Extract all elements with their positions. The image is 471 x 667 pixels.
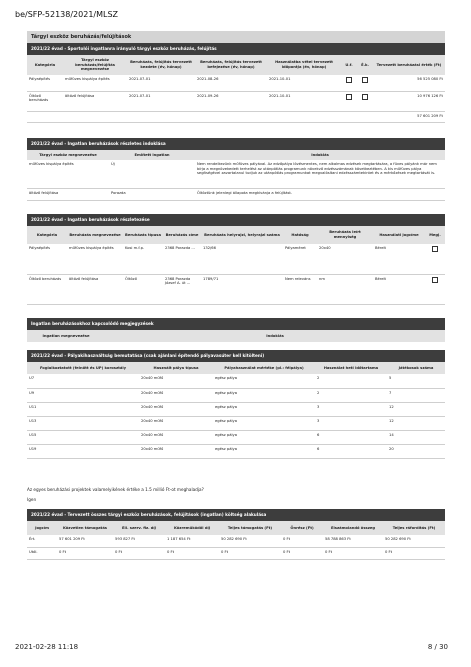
table-row	[27, 188, 445, 200]
table-cell: U13	[27, 416, 139, 430]
footer-date: 2021-02-28 11:18	[15, 643, 79, 651]
table-row	[27, 244, 445, 274]
table-cell: nm	[317, 274, 373, 304]
uf-cell	[341, 91, 357, 111]
note-checkbox[interactable]	[432, 277, 438, 283]
col-header: Kategória	[27, 55, 63, 75]
page-number: 8 / 30	[427, 643, 448, 651]
uf-cell	[341, 75, 357, 91]
table-header-row	[27, 330, 445, 342]
table-cell: 3	[315, 416, 387, 430]
table-cell: 57 601 209 Ft	[57, 535, 113, 547]
table-cell: 20x40	[317, 244, 373, 274]
table-cell: Porazda	[109, 188, 195, 200]
table-cell: Nem releváns	[283, 274, 317, 304]
table-cell: 58 788 863 Ft	[323, 535, 383, 547]
table-cell: 0 Ft	[323, 547, 383, 559]
table-cell: 50 282 690 Ft	[219, 535, 281, 547]
section-subtitle: 2021/22 évad - Tervezett összes tárgyi eszköz beruházások, felújítások (ingatlan) költség alakulása	[27, 509, 445, 521]
table-cell: 6	[315, 430, 387, 444]
table-cell: 20x40 műfű	[139, 416, 213, 430]
table-row	[27, 430, 445, 444]
table-cell: Öltöztünk jelenlegi állapota megkívánja a felújítást.	[195, 188, 445, 200]
col-header: Beruházás helyrajzi, helyrajzi száma	[201, 226, 283, 244]
col-header: Beruházás megnevezése	[67, 226, 123, 244]
table-row	[27, 374, 445, 388]
investments-table	[27, 55, 445, 123]
table-cell: 2021-07-01	[127, 75, 195, 91]
table-cell: 0 Ft	[281, 535, 323, 547]
table-cell: 2021-07-01	[127, 91, 195, 111]
section-subtitle: Ingatlan beruházásokhoz kapcsolódó megjegyzések	[27, 318, 445, 330]
col-header: Tárgyi eszköz megnevezése	[27, 150, 109, 160]
col-header: Ingatlan megnevezése	[27, 330, 105, 342]
table-cell: Nem rendelkezünk műfüves pályával. Az edzőpálya lövésmentes, nem alkalmas edzések megtartására, a füves pályánk már nem bírja a megnövekedett terhelést az utánpótlás programunk növekvő edzésszámának következtében. A kis műfüves pálya segítségével zavartalanul tudjuk az utánpótlás programunkat megvalósítani edzésszámtekintet és a mérkőzések megtartását is.	[195, 160, 445, 188]
table-cell: 3	[315, 402, 387, 416]
table-cell: U15	[27, 430, 139, 444]
table-cell: Új	[109, 160, 195, 188]
table-cell: 2021-10-01	[267, 91, 341, 111]
table-cell: Bérelt	[373, 274, 425, 304]
table-cell: 0 Ft	[165, 547, 219, 559]
table-cell: 12	[387, 416, 445, 430]
section-pitch-usage	[27, 350, 445, 459]
table-cell: U9	[27, 388, 139, 402]
table-cell: öltöző felújítása	[67, 274, 123, 304]
table-cell: 2	[315, 374, 387, 388]
total-row	[27, 111, 445, 122]
col-header: Használat heti időtartama	[315, 362, 387, 374]
table-cell: egész pálya	[213, 430, 315, 444]
table-cell: egész pálya	[213, 444, 315, 458]
table-row	[27, 91, 445, 111]
table-cell: 0 Ft	[113, 547, 165, 559]
table-cell: U7	[27, 374, 139, 388]
col-header: Teljes támogatás (Ft)	[219, 521, 281, 535]
table-row	[27, 535, 445, 547]
col-header: Tárgyi eszköz beruházás/felújítás megnevezése	[63, 55, 127, 75]
table-cell: 1789/71	[201, 274, 283, 304]
table-cell: Ért.	[27, 535, 57, 547]
col-header: Használt pálya típusa	[139, 362, 213, 374]
table-cell: 5	[387, 374, 445, 388]
table-header-row	[27, 362, 445, 374]
ek-cell	[357, 91, 373, 111]
col-header: Beruházás címe	[163, 226, 201, 244]
col-header: Jogcím	[27, 521, 57, 535]
col-header: Játékosok száma	[387, 362, 445, 374]
table-cell: Pályaméret	[283, 244, 317, 274]
threshold-answer: Igen	[27, 497, 37, 502]
col-header: Beruházás leírt mennyiség	[317, 226, 373, 244]
total-value: 57 601 209 Ft	[373, 111, 445, 122]
col-header: Megj.	[425, 226, 445, 244]
col-header: Hatóság	[283, 226, 317, 244]
section-title: Tárgyi eszköz beruházás/felújítások	[27, 31, 445, 43]
table-cell: 2021-08-26	[195, 75, 267, 91]
table-cell: 20x40 műfű	[139, 430, 213, 444]
table-cell: Öltöző	[123, 274, 163, 304]
table-cell: 56 525 080 Ft	[373, 75, 445, 91]
section-property-details	[27, 214, 445, 305]
col-header: Önrész (Ft)	[281, 521, 323, 535]
note-cell	[425, 244, 445, 274]
table-cell: 50 282 690 Ft	[383, 535, 445, 547]
table-cell: 0 Ft	[281, 547, 323, 559]
table-cell: egész pálya	[213, 416, 315, 430]
table-cell: 12	[387, 402, 445, 416]
col-header: Beruházás típusa	[123, 226, 163, 244]
table-cell: U19	[27, 444, 139, 458]
table-cell: Pályaépítés	[27, 75, 63, 91]
col-header: Kategória	[27, 226, 67, 244]
col-header: Indoklás	[105, 330, 445, 342]
table-row	[27, 160, 445, 188]
table-cell: 20x40 műfű	[139, 444, 213, 458]
table-cell: Bérelt	[373, 244, 425, 274]
ek-checkbox[interactable]	[362, 77, 368, 83]
col-header: Közreműködői díj	[165, 521, 219, 535]
section-subtitle: 2021/22 évad - Ingatlan beruházások részletezése	[27, 214, 445, 226]
ek-checkbox[interactable]	[362, 94, 368, 100]
note-cell	[425, 274, 445, 304]
table-cell: 10 976 126 Ft	[373, 91, 445, 111]
col-header: Említett ingatlan	[109, 150, 195, 160]
table-cell: egész pálya	[213, 374, 315, 388]
table-cell: 20	[387, 444, 445, 458]
table-row	[27, 547, 445, 559]
table-header-row	[27, 55, 445, 75]
table-cell: 0 Ft	[219, 547, 281, 559]
section-subtitle: 2021/22 évad - Sportolói ingatlanra irányuló tárgyi eszköz beruházás, felújítás	[27, 43, 445, 55]
col-header: É.k.	[357, 55, 373, 75]
table-header-row	[27, 150, 445, 160]
col-header: Közvetlen támogatás	[57, 521, 113, 535]
col-header: Tervezett beruházási érték (Ft)	[373, 55, 445, 75]
table-row	[27, 274, 445, 304]
table-cell: 14	[387, 430, 445, 444]
uf-checkbox[interactable]	[346, 94, 352, 100]
section-justification	[27, 138, 445, 201]
col-header: Használatba vétel tervezett időpontja (év, hónap)	[267, 55, 341, 75]
notes-table	[27, 330, 445, 342]
ek-cell	[357, 75, 373, 91]
col-header: Indoklás	[195, 150, 445, 160]
section-subtitle: 2021/22 évad - Ingatlan beruházások részletes indoklása	[27, 138, 445, 150]
col-header: Elszámolandó összeg	[323, 521, 383, 535]
table-cell: 0 Ft	[383, 547, 445, 559]
table-header-row	[27, 521, 445, 535]
table-cell: 6	[315, 444, 387, 458]
col-header: Beruházás, felújítás tervezett befejezése (év, hónap)	[195, 55, 267, 75]
table-row	[27, 416, 445, 430]
table-cell: 0 Ft	[57, 547, 113, 559]
table-cell: 1 187 654 Ft	[165, 535, 219, 547]
table-cell: Pályaépítés	[27, 244, 67, 274]
col-header: Pályahasználat mértéke (pl.: félpálya)	[213, 362, 315, 374]
table-cell: öltöző felújítása	[63, 91, 127, 111]
table-row	[27, 402, 445, 416]
table-cell: 132/66	[201, 244, 283, 274]
table-cell: öltöző felújítása	[27, 188, 109, 200]
table-cell: Utól.	[27, 547, 57, 559]
table-row	[27, 444, 445, 458]
cost-summary-table	[27, 521, 445, 560]
table-row	[27, 75, 445, 91]
col-header: Foglalkoztatott (felnőtt és UP) korosztály	[27, 362, 139, 374]
table-cell: 2	[315, 388, 387, 402]
col-header: Beruházás, felújítás tervezett kezdete (év, hónap)	[127, 55, 195, 75]
col-header: Teljes ráfordítás (Ft)	[383, 521, 445, 535]
table-cell: 2368 Porazda József A. út ...	[163, 274, 201, 304]
table-cell: műfüves kispálya építés	[63, 75, 127, 91]
table-cell: 593 827 Ft	[113, 535, 165, 547]
pitch-usage-table	[27, 362, 445, 459]
table-cell: 7	[387, 388, 445, 402]
justification-table	[27, 150, 445, 201]
col-header: Használati jogcíme	[373, 226, 425, 244]
table-cell: műfüves kispálya építés	[27, 160, 109, 188]
col-header: Ell. szerv. fiz. díj	[113, 521, 165, 535]
table-cell: 2021-09-26	[195, 91, 267, 111]
table-cell: 2021-10-01	[267, 75, 341, 91]
threshold-question: Az egyes beruházási projektek valamelyikének értéke a 1.5 millió Ft-ot meghaladja?	[27, 487, 204, 492]
note-checkbox[interactable]	[432, 246, 438, 252]
table-cell: egész pálya	[213, 402, 315, 416]
table-cell: 20x40 műfű	[139, 374, 213, 388]
table-cell: 2368 Porazda ...	[163, 244, 201, 274]
table-cell: műfüves kispálya építés	[67, 244, 123, 274]
table-header-row	[27, 226, 445, 244]
table-cell: 20x40 műfű	[139, 388, 213, 402]
table-cell: egész pálya	[213, 388, 315, 402]
table-cell: 20x40 műfű	[139, 402, 213, 416]
document-id: be/SFP-52138/2021/MLSZ	[15, 10, 119, 19]
section-notes	[27, 318, 445, 342]
table-cell: U11	[27, 402, 139, 416]
table-cell: Öltöző beruházás	[27, 91, 63, 111]
section-subtitle: 2021/22 évad - Pályakihasználtság bemutatása (csak ajánlani építendő pályavasúter kell kitölteni)	[27, 350, 445, 362]
table-cell: Kosi m.f.p.	[123, 244, 163, 274]
property-details-table	[27, 226, 445, 305]
uf-checkbox[interactable]	[346, 77, 352, 83]
table-cell: Öltöző beruházás	[27, 274, 67, 304]
section-tangible-assets	[27, 31, 445, 123]
col-header: U.f.	[341, 55, 357, 75]
table-row	[27, 388, 445, 402]
section-cost-summary	[27, 509, 445, 560]
